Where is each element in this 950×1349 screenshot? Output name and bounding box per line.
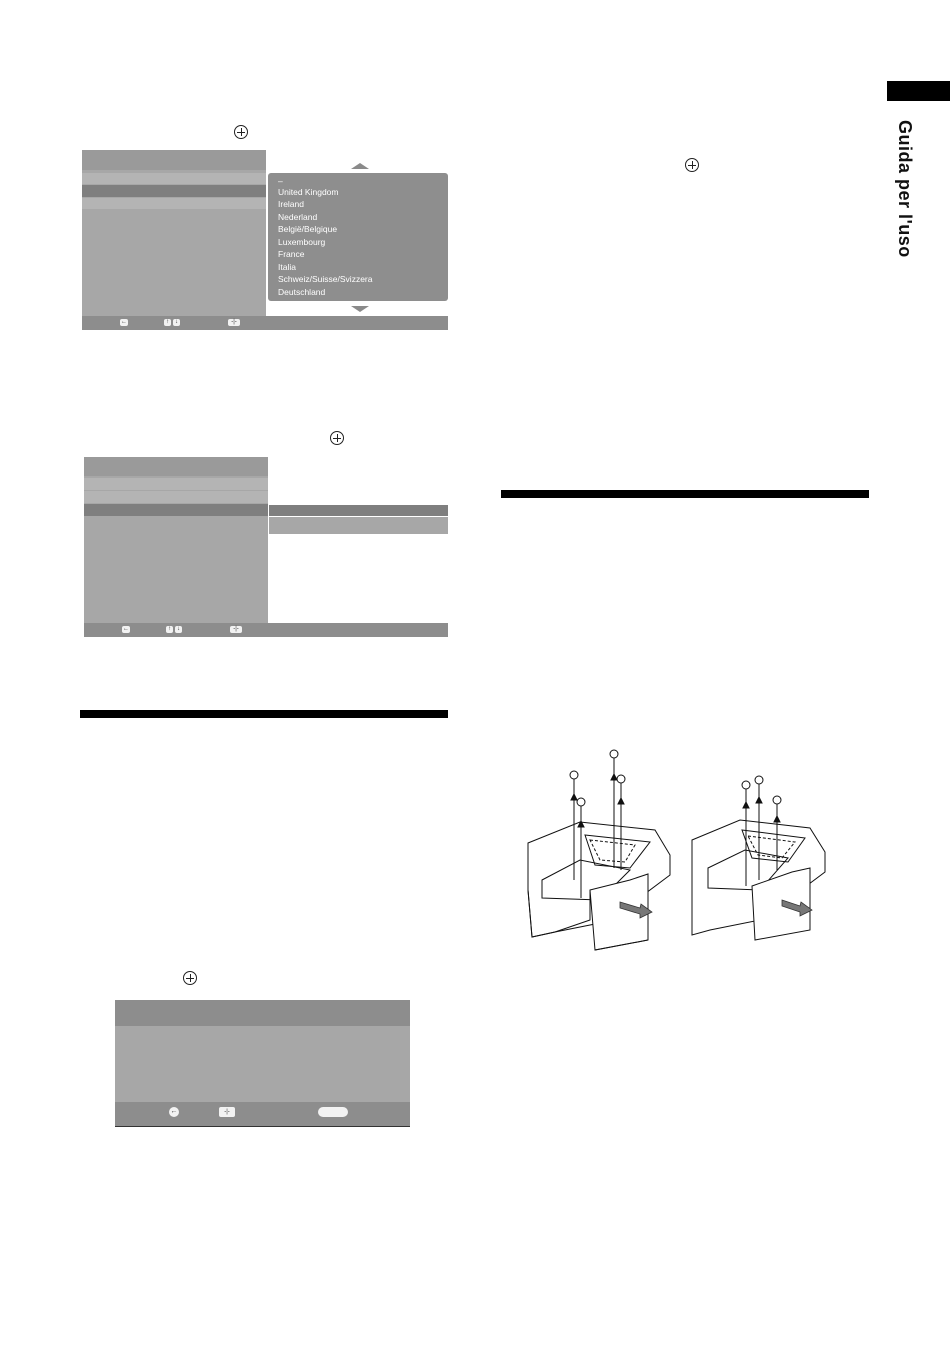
- up-arrow-icon: ↑: [168, 626, 171, 632]
- section-side-title: Guida per l'uso: [895, 120, 915, 258]
- select-icon: -|-: [228, 319, 240, 326]
- select-icon: -|-: [230, 626, 242, 633]
- menu-row-selected[interactable]: [84, 504, 268, 516]
- dropdown-option[interactable]: France: [278, 249, 305, 259]
- screw-icon: [773, 796, 781, 870]
- dropdown-option[interactable]: Deutschland: [278, 287, 326, 297]
- select-icon: -|-: [219, 1107, 235, 1117]
- dialog-body: [115, 1026, 410, 1102]
- dropdown-option[interactable]: United Kingdom: [278, 187, 339, 197]
- screw-icon: [610, 750, 618, 868]
- down-arrow-icon: ↓: [175, 319, 178, 325]
- stand-left-illustration: [528, 822, 670, 950]
- menu-row-selected[interactable]: [82, 185, 266, 197]
- section-heading-rule: [501, 490, 869, 498]
- enter-circle-icon: [183, 971, 197, 985]
- screw-icon: [577, 798, 585, 898]
- dropdown-option[interactable]: Ireland: [278, 199, 304, 209]
- back-arrow-icon: ←: [170, 1108, 178, 1115]
- menu-footer-bar: [84, 623, 448, 637]
- menu-row[interactable]: [82, 198, 266, 209]
- dropdown-option[interactable]: –: [278, 176, 283, 186]
- scroll-up-arrow-icon[interactable]: [351, 163, 369, 169]
- menu-row[interactable]: [82, 173, 266, 184]
- stand-removal-diagram: [520, 740, 840, 955]
- dropdown-option[interactable]: Luxembourg: [278, 237, 326, 247]
- scroll-down-arrow-icon[interactable]: [351, 306, 369, 312]
- country-dropdown-list[interactable]: [268, 173, 448, 301]
- submenu-option[interactable]: [269, 517, 448, 534]
- enter-circle-icon: [330, 431, 344, 445]
- dropdown-option[interactable]: Italia: [278, 262, 296, 272]
- menu-row[interactable]: [84, 478, 268, 490]
- dialog-footer-bar: [115, 1102, 410, 1127]
- dropdown-option[interactable]: Nederland: [278, 212, 318, 222]
- ok-button[interactable]: [318, 1107, 348, 1117]
- screw-icon: [755, 776, 763, 880]
- up-arrow-icon: ↑: [166, 319, 169, 325]
- enter-circle-icon: [685, 158, 699, 172]
- down-arrow-icon: ↓: [177, 626, 180, 632]
- back-arrow-icon: ←: [121, 319, 127, 325]
- back-arrow-icon: ←: [123, 626, 129, 632]
- section-tab-marker: [887, 81, 950, 101]
- menu-footer-bar: [82, 316, 448, 330]
- menu-row[interactable]: [84, 491, 268, 503]
- section-heading-rule: [80, 710, 448, 718]
- menu-title-bar: [82, 150, 266, 170]
- dialog-title-bar: [115, 1000, 410, 1026]
- enter-circle-icon: [234, 125, 248, 139]
- menu-title-bar: [84, 457, 268, 476]
- screw-icon: [617, 775, 625, 870]
- dropdown-option[interactable]: Schweiz/Suisse/Svizzera: [278, 274, 373, 284]
- submenu-option-selected[interactable]: [269, 505, 448, 516]
- dropdown-option[interactable]: België/Belgique: [278, 224, 338, 234]
